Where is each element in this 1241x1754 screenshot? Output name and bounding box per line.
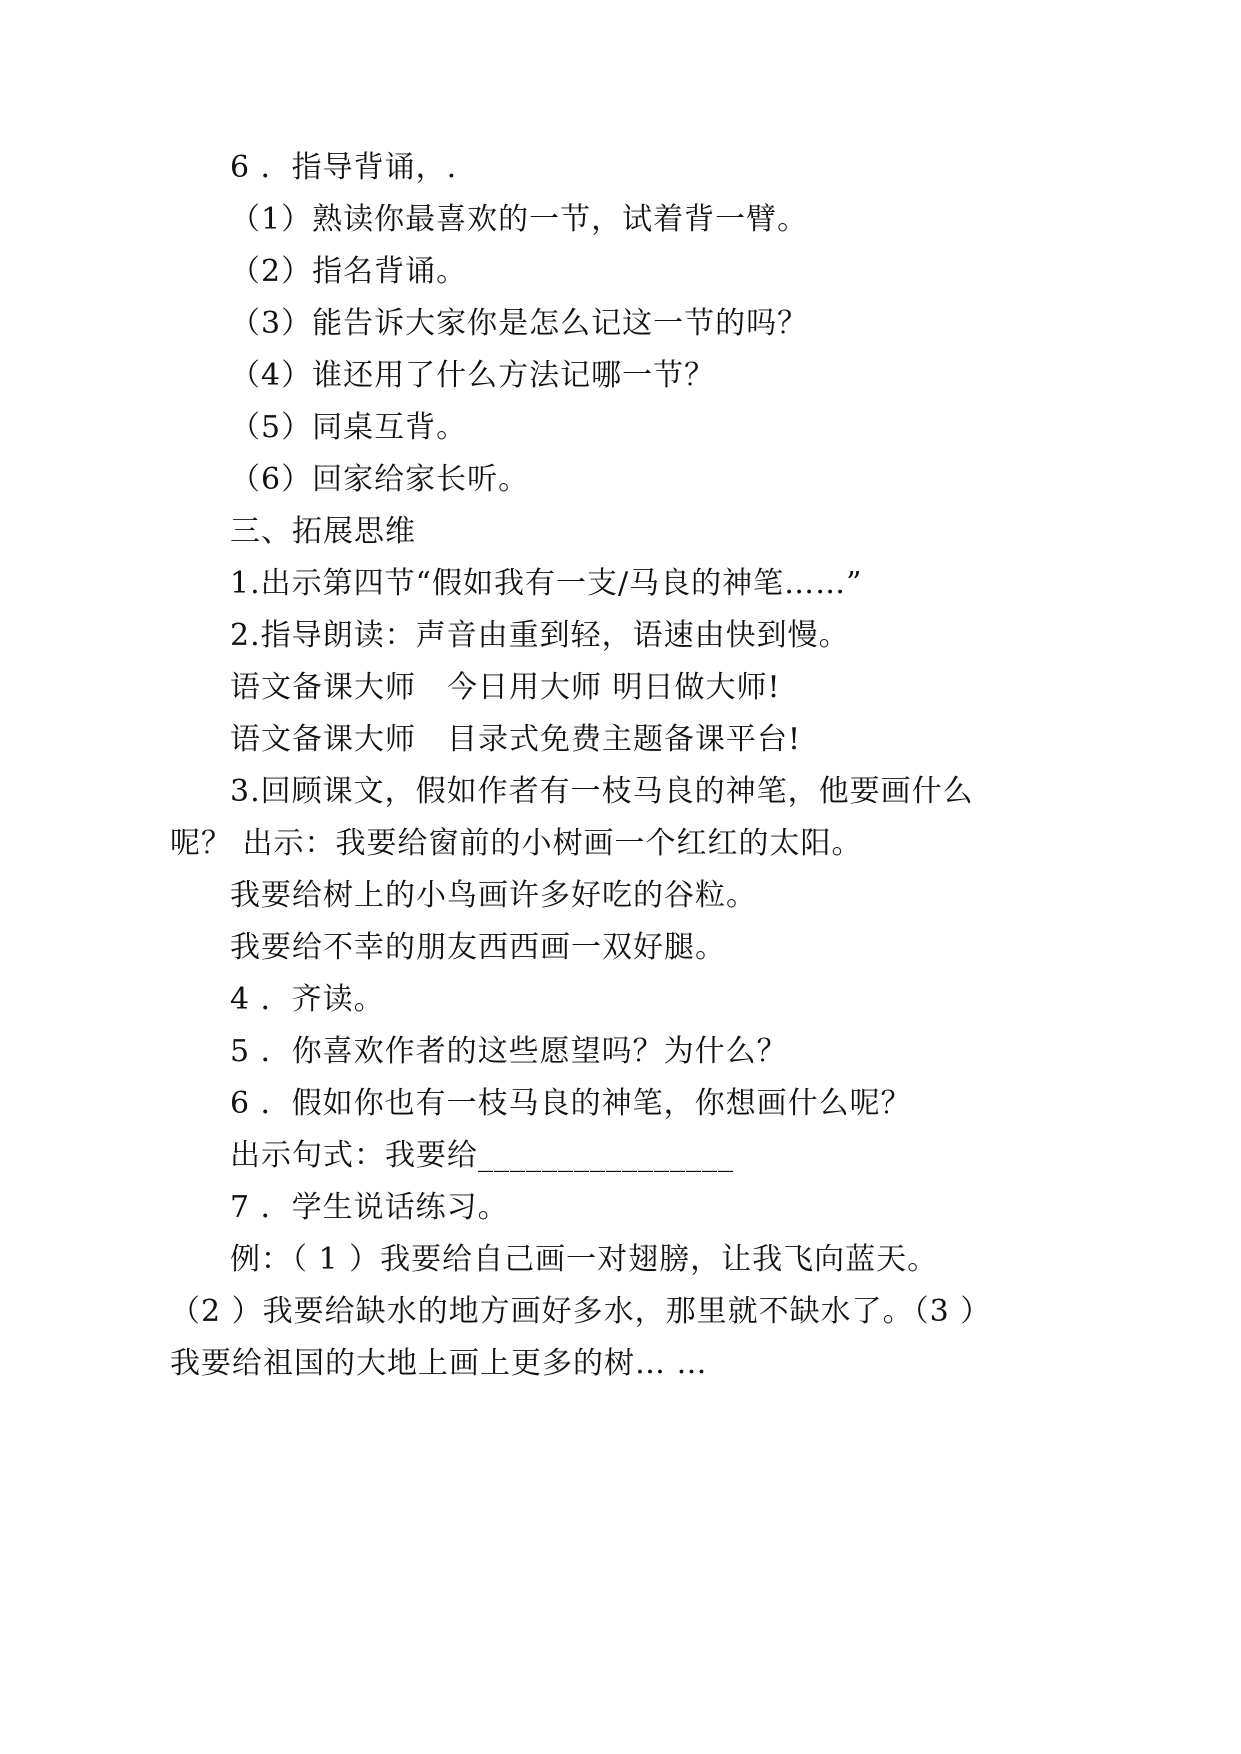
text-line: （2 ）我要给缺水的地方画好多水，那里就不缺水了。（3 ） <box>170 1294 992 1329</box>
text-line: 7 ．学生说话练习。 <box>230 1190 509 1225</box>
text-line: （2）指名背诵。 <box>230 254 468 289</box>
text-line: （5）同桌互背。 <box>230 410 468 445</box>
text-line: 5 ．你喜欢作者的这些愿望吗？为什么？ <box>230 1034 788 1069</box>
text-line: 2.指导朗读：声音由重到轻，语速由快到慢。 <box>230 618 850 653</box>
text-line: （3）能告诉大家你是怎么记这一节的吗？ <box>230 306 809 341</box>
text-line: 例：（ 1 ）我要给自己画一对翅膀，让我飞向蓝天。 <box>230 1242 939 1277</box>
text-line: （4）谁还用了什么方法记哪一节？ <box>230 358 716 393</box>
text-line: 出示句式：我要给________________ <box>230 1138 734 1173</box>
text-line: 我要给不幸的朋友西西画一双好腿。 <box>230 930 726 965</box>
text-line: （6）回家给家长听。 <box>230 462 530 497</box>
text-line: 语文备课大师 目录式免费主题备课平台! <box>230 722 802 757</box>
text-line: 6 ．假如你也有一枝马良的神笔，你想画什么呢？ <box>230 1086 912 1121</box>
text-line: 1.出示第四节“假如我有一支/马良的神笔……” <box>230 566 863 601</box>
text-line: 我要给树上的小鸟画许多好吃的谷粒。 <box>230 878 757 913</box>
text-line: 6 ．指导背诵，. <box>230 150 458 185</box>
text-line: 呢？ 出示：我要给窗前的小树画一个红红的太阳。 <box>170 826 863 861</box>
text-line: 我要给祖国的大地上画上更多的树… … <box>170 1346 708 1381</box>
text-line: 语文备课大师 今日用大师 明日做大师! <box>230 670 781 705</box>
text-line: 4 ．齐读。 <box>230 982 385 1017</box>
text-line: （1）熟读你最喜欢的一节，试着背一臂。 <box>230 202 809 237</box>
section-heading: 三、拓展思维 <box>230 514 416 549</box>
text-line: 3.回顾课文，假如作者有一枝马良的神笔，他要画什么 <box>230 774 974 809</box>
